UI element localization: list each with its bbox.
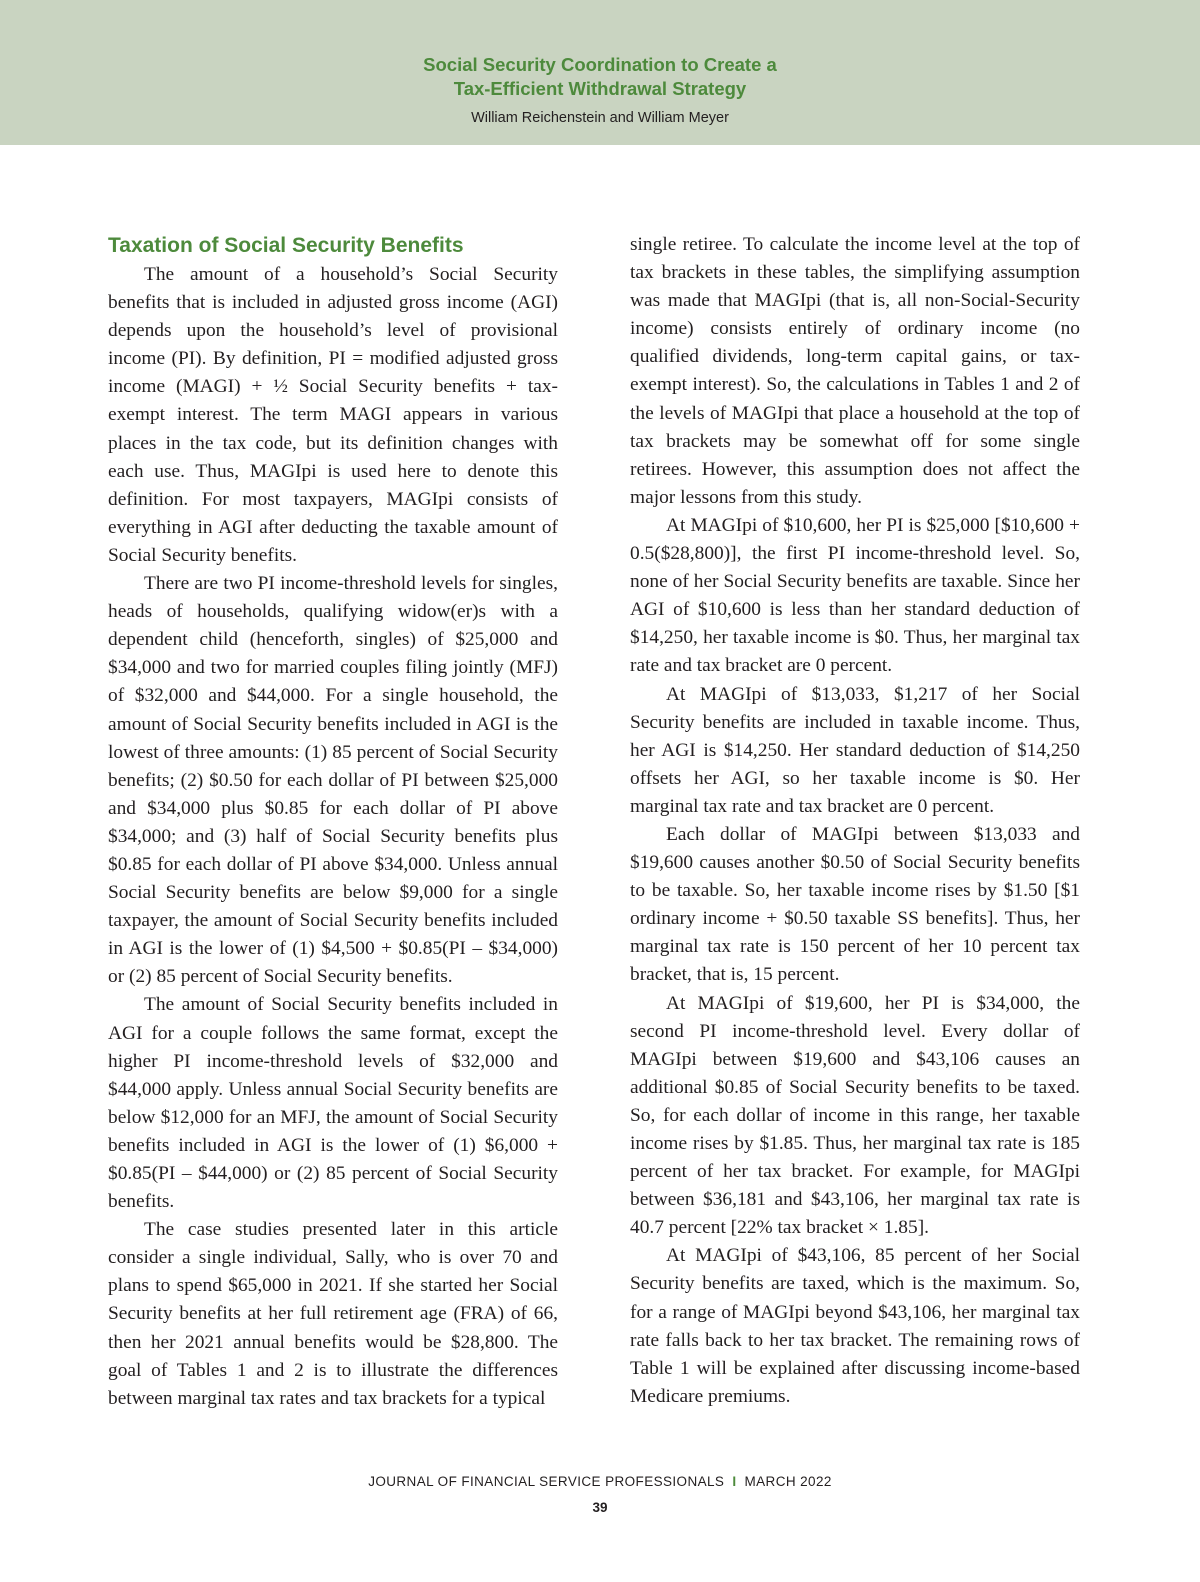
- footer-journal-name: JOURNAL OF FINANCIAL SERVICE PROFESSIONALS: [368, 1474, 725, 1489]
- body-paragraph: At MAGIpi of $10,600, her PI is $25,000 [$10,600 + 0.5($28,800)], the first PI income-threshold level. So, none of her Social Security benefits are taxable. Since her AGI of $10,600 is less than her standard deduction of $14,250, her taxable income is $0. Thus, her marginal tax rate and tax bracket are 0 percent.: [630, 514, 1080, 677]
- right-column: [630, 231, 1080, 1411]
- body-paragraph: At MAGIpi of $43,106, 85 percent of her Social Security benefits are taxed, which is the maximum. So, for a range of MAGIpi beyond $43,106, her marginal tax rate falls back to her tax bracket. The remaining rows of Table 1 will be explained after discussing income-based Medicare premiums.: [630, 1245, 1080, 1407]
- body-paragraph: The case studies presented later in this article consider a single individual, Sally, who is over 70 and plans to spend $65,000 in 2021. If she started her Social Security benefits at her full retirement age (FRA) of 66, then her 2021 annual benefits would be $28,800. The goal of Tables 1 and 2 is to illustrate the differences between marginal tax rates and tax brackets for a typical: [108, 1219, 558, 1409]
- body-paragraph: Each dollar of MAGIpi between $13,033 and $19,600 causes another $0.50 of Social Security benefits to be taxable. So, her taxable income rises by $1.50 [$1 ordinary income + $0.50 taxable SS benefits]. Thus, her marginal tax rate is 150 percent of her 10 percent tax bracket, that is, 15 percent.: [630, 823, 1080, 986]
- body-paragraph: The amount of a household’s Social Security benefits that is included in adjusted gross income (AGI) depends upon the household’s level of provisional income (PI). By definition, PI = modified adjusted gross income (MAGI) + ½ Social Security benefits + tax-exempt interest. The term MAGI appears in various places in the tax code, but its definition changes with each use. Thus, MAGIpi is used here to denote this definition. For most taxpayers, MAGIpi consists of everything in AGI after deducting the taxable amount of Social Security benefits.: [108, 264, 558, 566]
- footer-journal-line: [0, 1474, 1200, 1489]
- page-number: 39: [592, 1500, 608, 1515]
- section-heading: Taxation of Social Security Benefits: [108, 234, 464, 257]
- article-authors: William Reichenstein and William Meyer: [471, 110, 729, 126]
- article-title-line-1: Social Security Coordination to Create a: [423, 54, 777, 75]
- header-band: [0, 0, 1200, 145]
- body-paragraph: At MAGIpi of $19,600, her PI is $34,000, the second PI income-threshold level. Every dollar of MAGIpi between $19,600 and $43,106 causes an additional $0.85 of Social Security benefits to be taxed. So, for each dollar of income in this range, her taxable income rises by $1.85. Thus, her marginal tax rate is 185 percent of her tax bracket. For example, for MAGIpi between $36,181 and $43,106, her marginal tax rate is 40.7 percent [22% tax bracket × 1.85].: [630, 992, 1080, 1239]
- footer-issue-date: MARCH 2022: [744, 1474, 832, 1489]
- article-title-line-2: Tax-Efficient Withdrawal Strategy: [453, 78, 747, 99]
- body-paragraph-continued: single retiree. To calculate the income level at the top of tax brackets in these tables, the simplifying assumption was made that MAGIpi (that is, all non-Social-Security income) consists entirely of ordinary income (no qualified dividends, long-term capital gains, or tax-exempt interest). So, the calculations in Tables 1 and 2 of the levels of MAGIpi that place a household at the top of tax brackets may be somewhat off for some single retirees. However, this assumption does not affect the major lessons from this study.: [630, 234, 1080, 508]
- body-paragraph: There are two PI income-threshold levels for singles, heads of households, qualifying widow(er)s with a dependent child (henceforth, singles) of $25,000 and $34,000 and two for married couples filing jointly (MFJ) of $32,000 and $44,000. For a single household, the amount of Social Security benefits included in AGI is the lowest of three amounts: (1) 85 percent of Social Security benefits; (2) $0.50 for each dollar of PI between $25,000 and $34,000 plus $0.85 for each dollar of PI above $34,000; and (3) half of Social Security benefits plus $0.85 for each dollar of PI above $34,000. Unless annual Social Security benefits are below $9,000 for a single taxpayer, the amount of Social Security benefits included in AGI is the lower of (1) $4,500 + $0.85(PI – $34,000) or (2) 85 percent of Social Security benefits.: [108, 573, 558, 988]
- left-column: [108, 231, 558, 1413]
- footer-separator: I: [732, 1474, 737, 1489]
- body-paragraph: The amount of Social Security benefits included in AGI for a couple follows the same format, except the higher PI income-threshold levels of $32,000 and $44,000 apply. Unless annual Social Security benefits are below $12,000 for an MFJ, the amount of Social Security benefits included in AGI is the lower of (1) $6,000 + $0.85(PI – $44,000) or (2) 85 percent of Social Security benefits.: [108, 994, 558, 1213]
- body-paragraph: At MAGIpi of $13,033, $1,217 of her Social Security benefits are included in taxable income. Thus, her AGI is $14,250. Her standard deduction of $14,250 offsets her AGI, so her taxable income is $0. Her marginal tax rate and tax bracket are 0 percent.: [630, 683, 1080, 817]
